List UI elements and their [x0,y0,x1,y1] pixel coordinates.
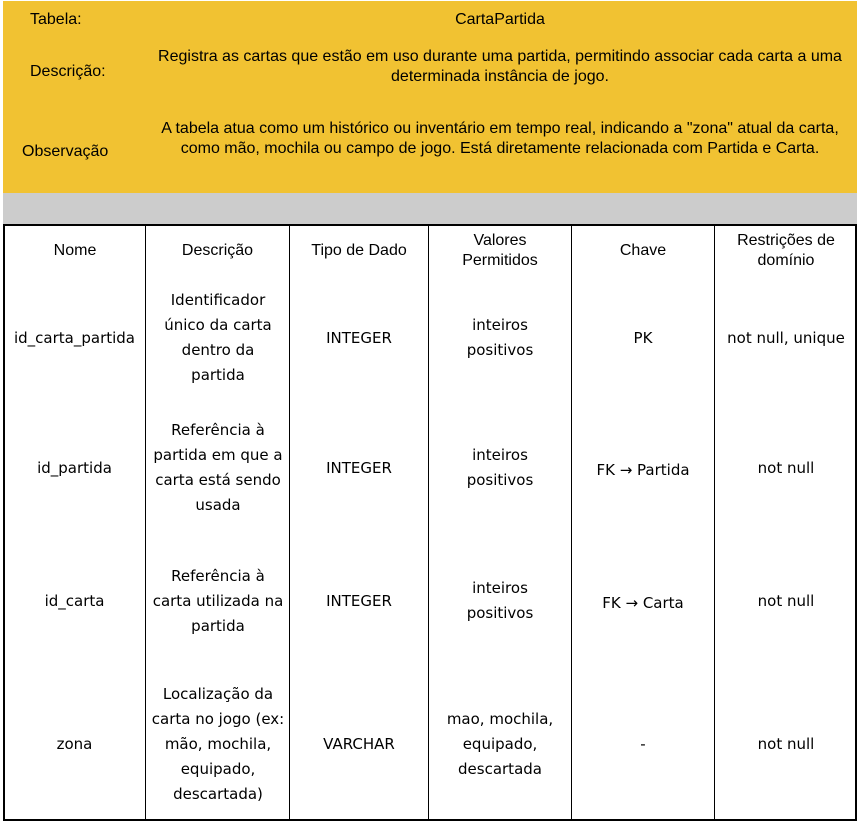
column-header-description: Descrição [181,242,254,259]
column-header-domain-constraints: Restrições de domínio [737,232,835,269]
cell-field-name: id_carta_partida [13,328,135,347]
cell-field-description: Referência à carta utilizada na partida [152,566,284,635]
column-divider [428,224,429,821]
cell-field-key: - [640,734,646,753]
cell-field-constraints: not null [757,458,815,477]
cell-field-constraints: not null, unique [727,328,845,347]
description-text: Registra as cartas que estão em uso durante uma partida, permitindo associar cada carta a uma determinada instância de jogo. [158,48,842,85]
cell-field-description: Localização da carta no jogo (ex: mão, mochila, equipado, descartada) [151,684,285,803]
cell-field-constraints: not null [757,591,815,610]
cell-field-allowed-values: inteiros positivos [466,316,534,359]
column-header-name: Nome [53,242,97,259]
cell-field-type: INTEGER [326,458,392,477]
column-divider [145,224,146,821]
cell-field-type: VARCHAR [323,734,395,753]
cell-field-type: INTEGER [326,328,392,347]
cell-field-allowed-values: inteiros positivos [466,446,534,489]
cell-field-type: INTEGER [326,591,392,610]
column-header-allowed-values: Valores Permitidos [462,232,538,269]
cell-field-name: id_carta [44,591,105,610]
cell-field-key: FK → Partida [596,460,690,479]
separator-band [3,193,857,224]
cell-field-allowed-values: mao, mochila, equipado, descartada [446,709,554,778]
observation-text: A tabela atua como um histórico ou inventário em tempo real, indicando a "zona" atual da carta, como mão, mochila ou campo de jogo. Está diretamente relacionada com Partida e Carta. [161,120,839,157]
observation-label: Observação [22,143,109,160]
description-label: Descrição: [30,63,106,80]
cell-field-constraints: not null [757,734,815,753]
cell-field-description: Identificador único da carta dentro da partida [164,291,272,384]
column-header-data-type: Tipo de Dado [311,242,407,259]
table-label: Tabela: [30,11,82,28]
cell-field-key: PK [633,328,653,347]
cell-field-name: id_partida [37,458,112,477]
cell-field-key: FK → Carta [602,593,684,612]
cell-field-description: Referência à partida em que a carta está sendo usada [153,421,283,514]
cell-field-name: zona [56,734,93,753]
cell-field-allowed-values: inteiros positivos [466,579,534,622]
table-name: CartaPartida [455,11,545,28]
column-header-key: Chave [619,242,667,259]
